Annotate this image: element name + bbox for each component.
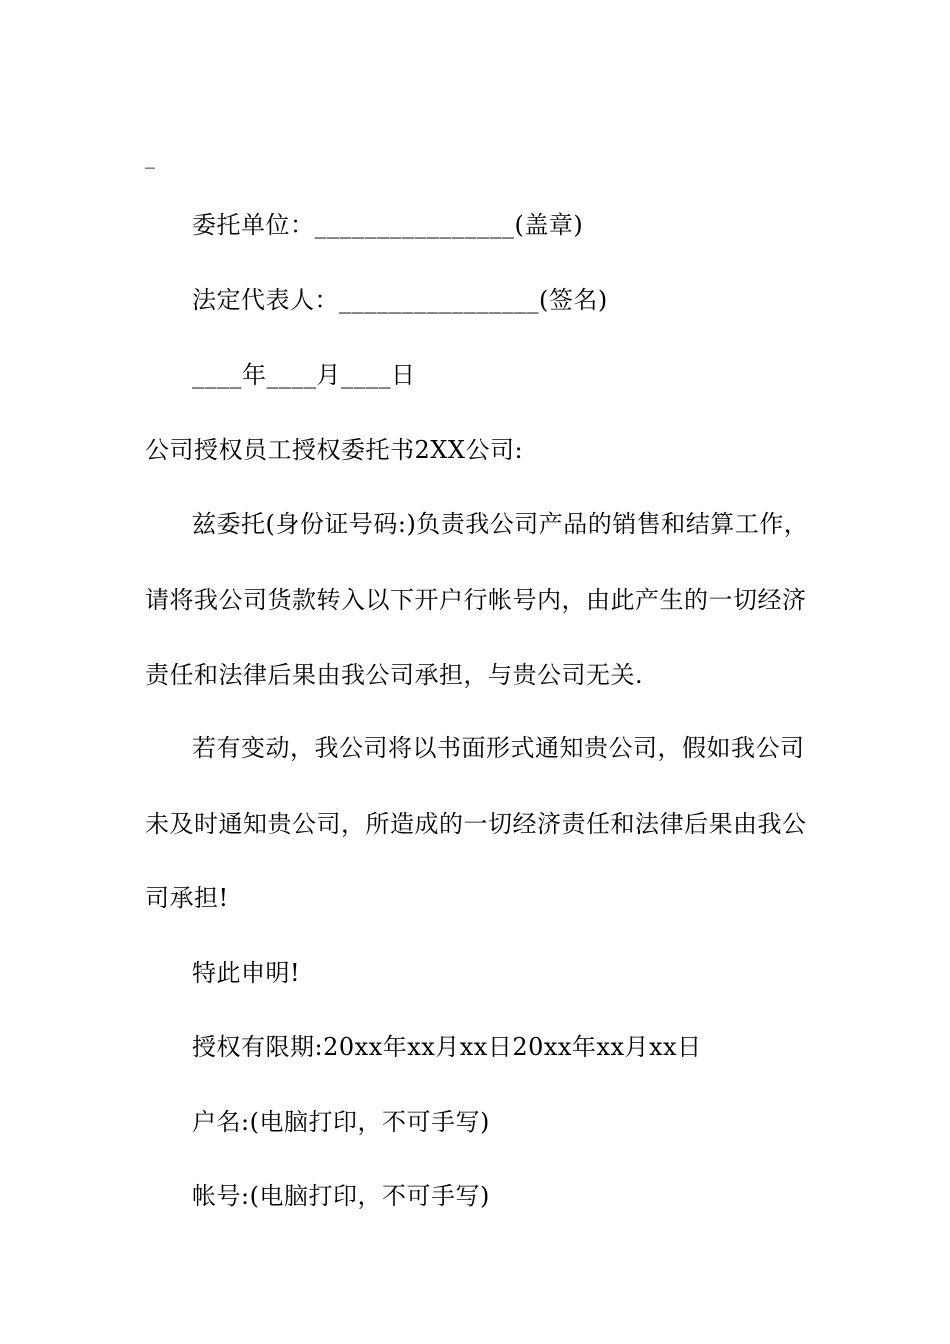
declaration-line: 特此申明! bbox=[192, 959, 301, 987]
paragraph-line: 未及时通知贵公司，所造成的一切经济责任和法律后果由我公 bbox=[145, 810, 807, 838]
paragraph-line: 若有变动，我公司将以书面形式通知贵公司，假如我公司 bbox=[192, 734, 805, 762]
document-title: 公司授权员工授权委托书2XX公司: bbox=[145, 436, 524, 464]
account-number-line: 帐号:(电脑打印，不可手写) bbox=[192, 1182, 490, 1210]
page-marker: _ bbox=[145, 145, 156, 169]
date-line: ____年____月____日 bbox=[192, 361, 416, 389]
paragraph-line: 兹委托(身份证号码:)负责我公司产品的销售和结算工作， bbox=[192, 510, 809, 538]
paragraph-line: 责任和法律后果由我公司承担，与贵公司无关. bbox=[145, 661, 644, 689]
paragraph-line: 司承担! bbox=[145, 884, 229, 912]
legal-representative-line: 法定代表人：________________(签名) bbox=[192, 286, 608, 314]
account-name-line: 户名:(电脑打印，不可手写) bbox=[192, 1108, 490, 1136]
authorization-period-line: 授权有限期:20xx年xx月xx日20xx年xx月xx日 bbox=[192, 1033, 702, 1061]
entrusting-unit-line: 委托单位：________________(盖章) bbox=[192, 211, 584, 239]
paragraph-line: 请将我公司货款转入以下开户行帐号内，由此产生的一切经济 bbox=[145, 586, 807, 614]
